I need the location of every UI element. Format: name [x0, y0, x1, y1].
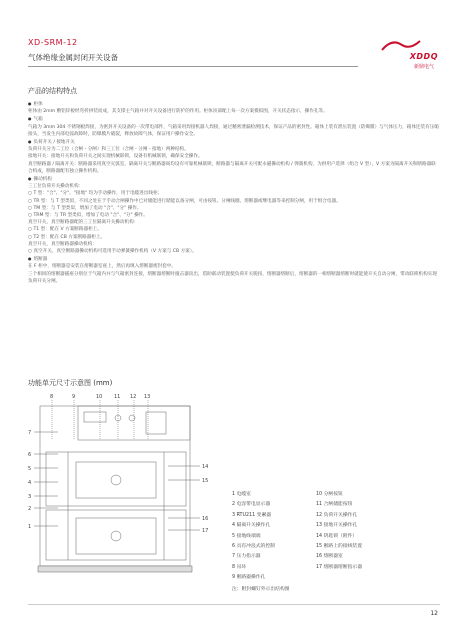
callout-3: 3: [28, 494, 32, 500]
section-title-structure: 产品的结构特点: [28, 87, 77, 95]
model-number: XD-SRM-12: [28, 38, 78, 47]
legend-item: 5 接地线端端: [232, 533, 261, 539]
legend-item: 3 RTU211 变紧器: [232, 512, 272, 518]
paragraph: 在 F 柜中，熔断器是安装在熔断器室座上，然后再填入熔断器密封套中。: [28, 264, 176, 270]
paragraph: ○ T 型："合"、"分"、"接地" 均为手动操作，用于电缆进出线柜；: [28, 191, 163, 197]
subheading: ● 柜体: [28, 100, 440, 108]
callout-16: 16: [202, 516, 209, 522]
legend-item: 13 接地开关操作孔: [316, 523, 358, 529]
legend-item: 15 断路上的接线装置: [316, 543, 363, 549]
header-divider: [28, 66, 358, 67]
legend-column-left: [232, 490, 275, 584]
callout-11: 11: [114, 394, 121, 400]
subheading: ● 气箱: [28, 115, 440, 123]
callout-10: 10: [96, 394, 103, 400]
structure-description: [28, 100, 440, 285]
callout-8: 8: [50, 394, 54, 400]
page-number: 12: [430, 610, 438, 617]
callout-12: 12: [130, 394, 137, 400]
functional-unit-diagram: [28, 392, 218, 592]
section-title-diagram: 功能单元尺寸示意图 (mm): [28, 379, 113, 387]
legend-item: 10 分闸按钮: [316, 492, 343, 497]
callout-17: 17: [202, 528, 209, 534]
paragraph: 接地开关：接地开关和负荷开关之间实现机械联锁，设备有机械联锁，确保安全操作。: [28, 154, 203, 160]
paragraph: ○ T1 型：配在 V 方案断路器柜上。: [28, 227, 102, 233]
callout-13: 13: [144, 394, 151, 400]
legend-item: 6 具有冲浪式的控制: [232, 543, 275, 549]
paragraph: 三个相同的熔断器插座分别位于气箱内并与气箱密封连接，熔断器熔断时撞击器顶出，借助联动装置使负荷开关脱扣，熔断器熔断后，熔断器的一相熔断器熔断时就能使开关自动分闸，带动联锁机构实现负荷开关分闸。: [28, 271, 437, 284]
legend-item: 2 电容带电显示器: [232, 502, 271, 508]
logo-text: XDDQ: [409, 52, 438, 61]
paragraph: ○ TR 型：与 T 型类似，不同之处在于手动合闸操作中已对储能进行储能以备分闸，可由按钮、分闸线圈、熔断器或继电器等来控制分闸，用于组合电器。: [28, 198, 341, 204]
paragraph: 真空开关，真空断路器配的三工位隔离开关操动机构：: [28, 220, 139, 226]
legend-item: 11 合闸储能按钮: [316, 502, 353, 508]
paragraph: 真空断路器 / 隔离开关：断路器采用真空灭弧室，隔离开关与断路器间均设有可靠机械联锁，断路器与隔离开关可配永磁操动机构 / 弹簧机构，为供用户选择（组合 V 型），V 方案为隔离开关和断路器联合构成，断路器配有独立操作机构。: [28, 161, 436, 174]
paragraph: 三工位负荷开关操动机构：: [28, 184, 84, 190]
legend-item: 17 熔断器熔断指示器: [316, 564, 363, 570]
paragraph: 真空开关，真空断路器操动机构：: [28, 241, 97, 247]
paragraph: ○ TRM 型：与 TR 型类似，增加了电动 "合"、"分" 操作。: [28, 213, 148, 219]
lower-door: [46, 510, 186, 560]
callout-7: 7: [28, 430, 32, 436]
subheading: ● 操动机构: [28, 175, 440, 183]
legend-note: 注：附封螺钉外示出结构图: [232, 587, 290, 592]
paragraph: ○ T2 型：配在 CB 方案断路器柜上。: [28, 234, 106, 240]
document-title: 气体绝缘金属封闭开关设备: [28, 53, 118, 62]
cabinet-outline: [40, 406, 190, 566]
brand-logo: [384, 38, 440, 74]
legend-item: 8 吊环: [232, 564, 247, 570]
callout-6: 6: [28, 452, 32, 458]
footer-divider: [28, 604, 440, 605]
legend-item: 16 熔断器室: [316, 554, 343, 560]
paragraph: ○ 真空开关，真空断路器操动机构可选用手动弹簧操作机构（V 方案与 CB 方案）。: [28, 249, 197, 255]
callout-1: 1: [28, 524, 32, 530]
callout-15: 15: [202, 478, 209, 484]
legend-item: 12 负荷开关操作孔: [316, 512, 358, 518]
paragraph: ○ TM 型：与 T 型类似，增加了电动 "合"、"分" 操作。: [28, 205, 142, 211]
callout-4: 4: [28, 480, 32, 486]
callout-2: 2: [28, 506, 32, 512]
logo-subtext: 新鼎电气: [413, 64, 434, 70]
legend-item: 7 压力指示器: [232, 554, 261, 560]
legend-item: 4 隔离开关操作孔: [232, 523, 271, 529]
subheading: ● 负荷开关 / 接地开关: [28, 138, 440, 146]
paragraph: 负荷开关分为二工位（合闸 - 分闸）和三工位（合闸 - 分闸 - 接地）两种结构。: [28, 147, 189, 153]
paragraph: 气箱为 3mm 304 不锈钢板焊接，为密封开关设备的一次带电部件，气箱采用焊接机器人焊接，通过精密泄漏检测技术，保证产品的密封性。箱体上装有泄压装置（防爆膜）与气体压力，箱体还装有压缩接头，当发生内部电弧故障时，防爆膜片破裂，释放故障气体，保证用户操作安全。: [28, 124, 439, 137]
logo-mark-icon: [374, 38, 430, 52]
legend-item: 14 钥匙锁（附件）: [316, 533, 358, 539]
callout-14: 14: [202, 464, 209, 470]
callout-9: 9: [72, 394, 76, 400]
subheading: ● 熔断器: [28, 255, 440, 263]
callout-5: 5: [28, 466, 32, 472]
paragraph: 柜体由 2mm 敷铝锌板经弯折拼装而成，其支撑主气箱并对开关设备进行防护的作用。柜体顶部配上每一次方案模拟图，开关状态指示，操作孔等。: [28, 109, 328, 115]
legend-item: 1 电缆室: [232, 492, 251, 497]
legend-item: 9 断路器操作孔: [232, 575, 266, 581]
legend-column-right: [316, 490, 362, 573]
page-header: [28, 38, 440, 78]
